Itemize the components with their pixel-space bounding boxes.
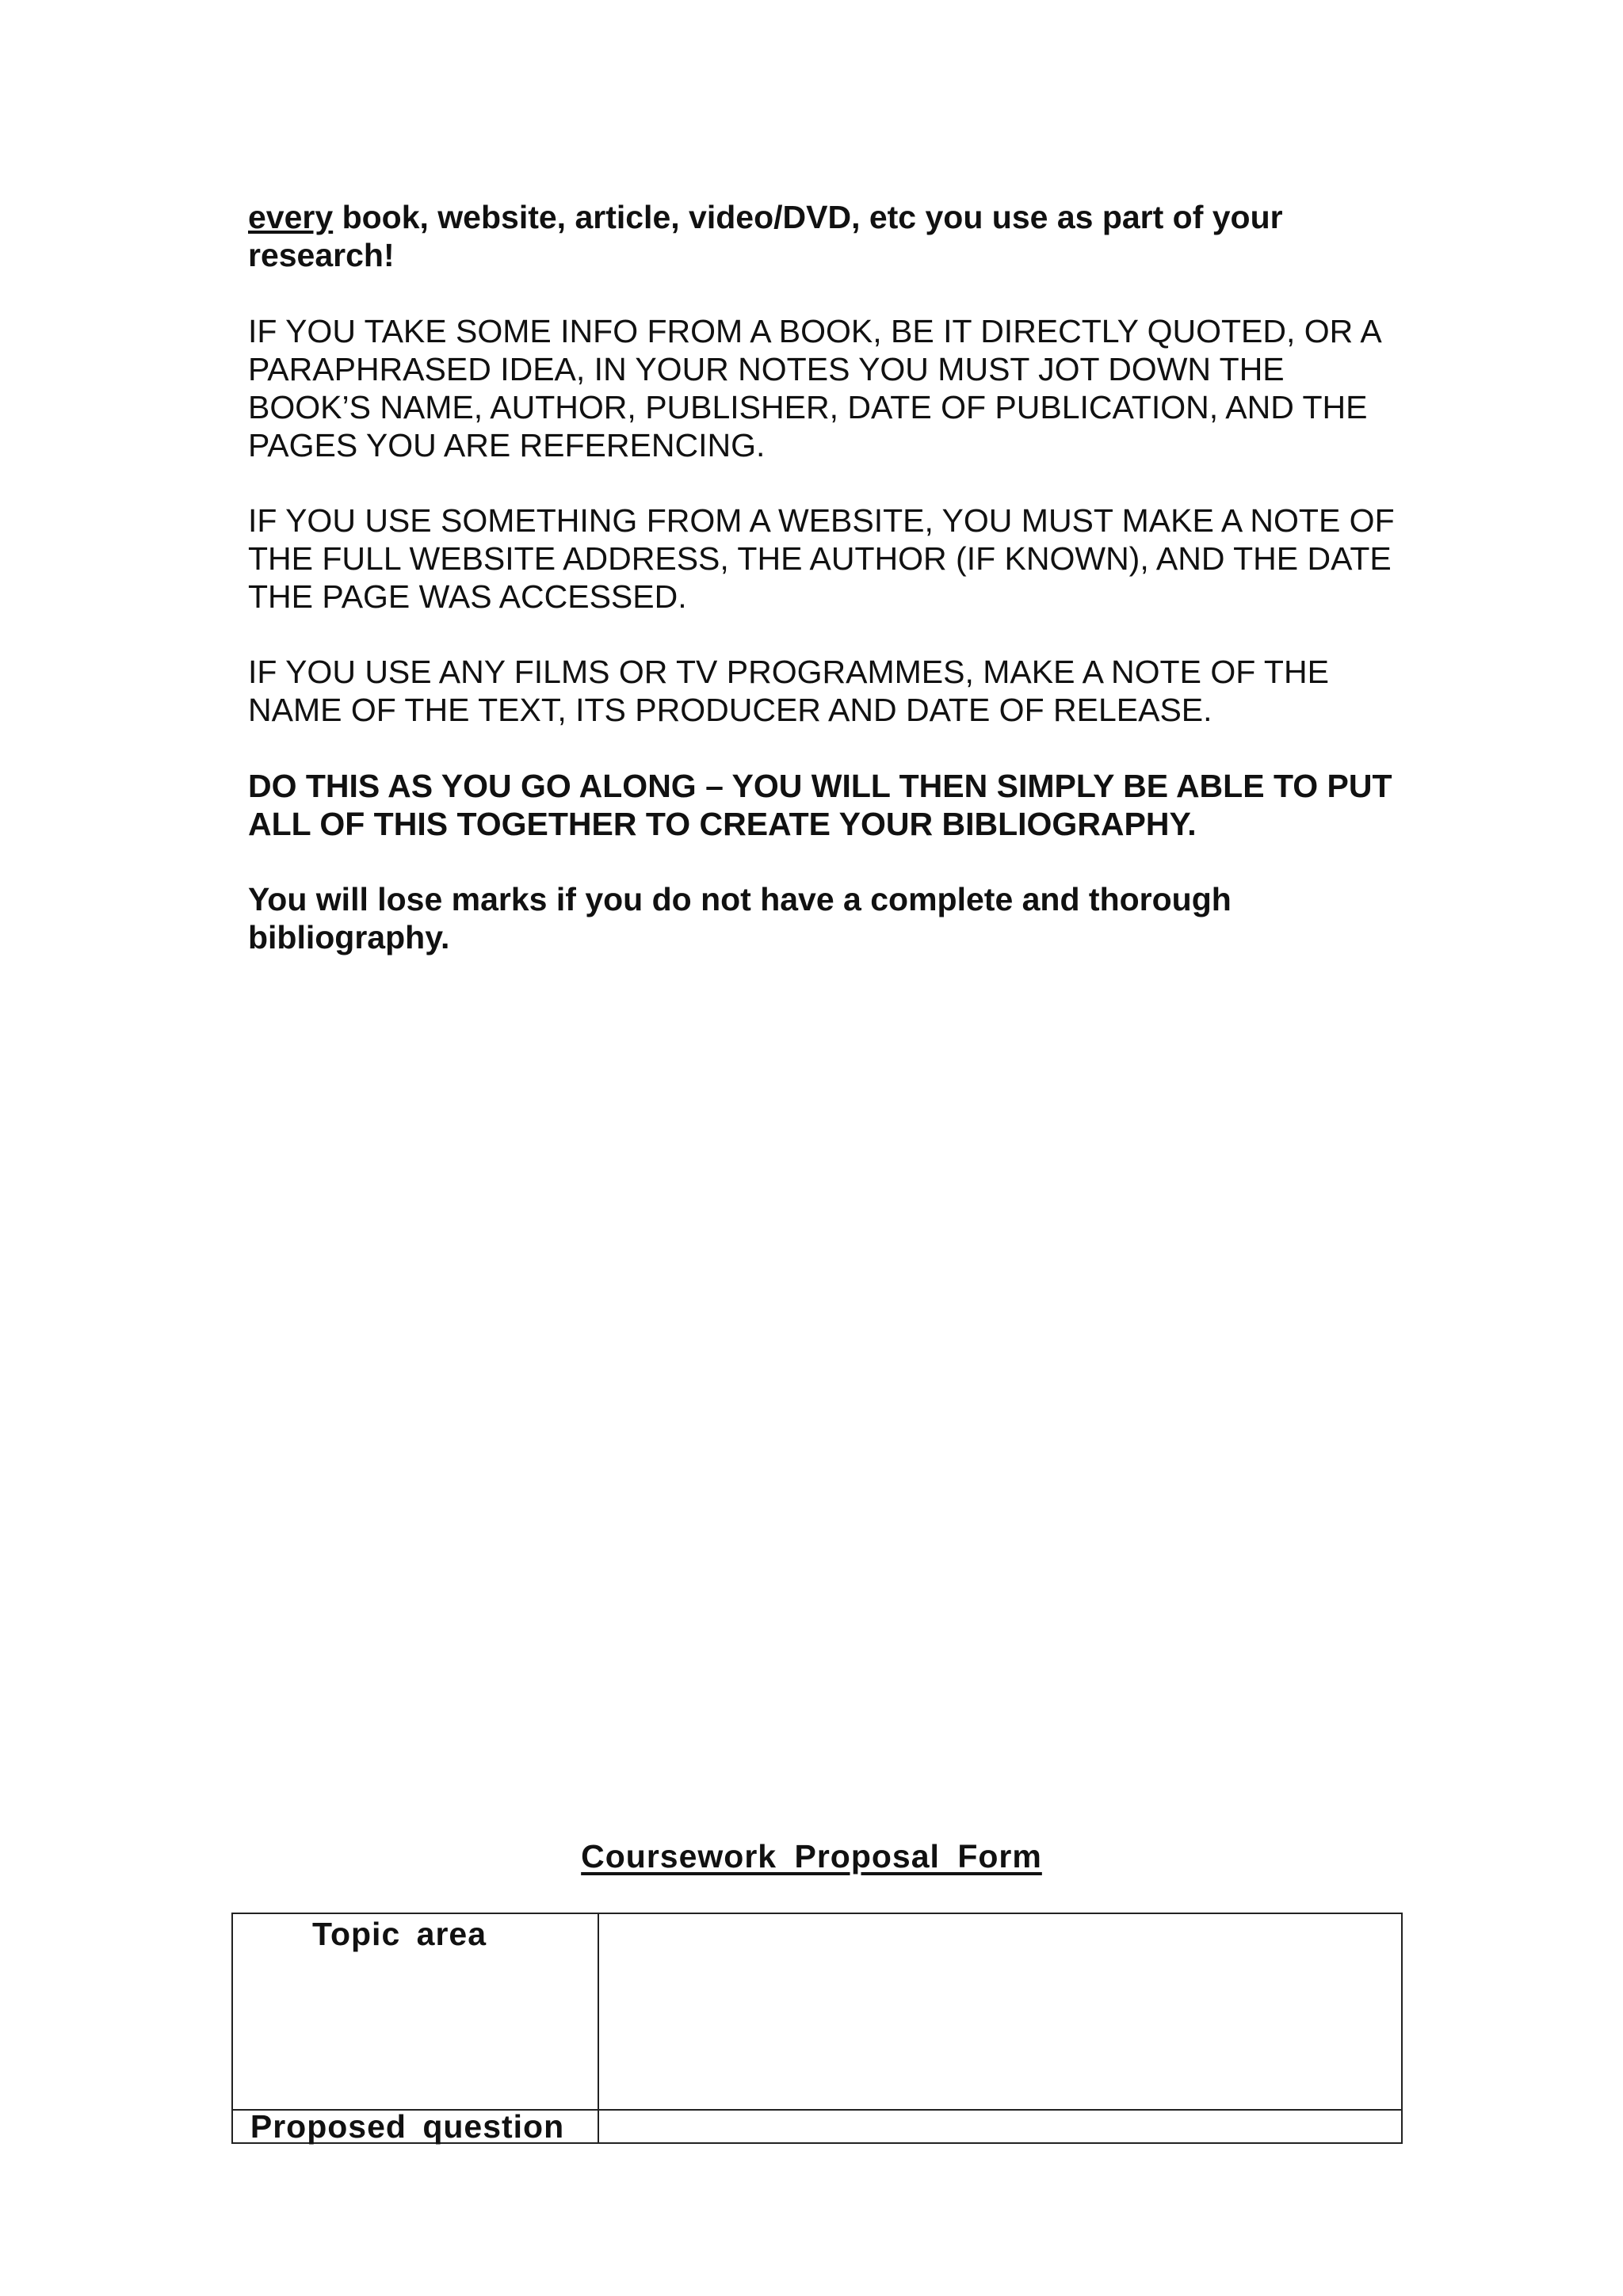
proposed-question-field[interactable] [598, 2110, 1402, 2143]
table-row-proposed-question [232, 2110, 1402, 2143]
proposal-form-table [231, 1913, 1403, 2144]
topic-area-field[interactable] [598, 1913, 1402, 2110]
topic-area-label: Topic area [311, 1916, 487, 1952]
lose-marks-paragraph: You will lose marks if you do not have a complete and thorough bibliography. [248, 881, 1232, 955]
do-this-paragraph: DO THIS AS YOU GO ALONG – YOU WILL THEN SIMPLY BE ABLE TO PUT ALL OF THIS TOGETHER TO CREATE YOUR BIBLIOGRAPHY. [248, 768, 1392, 842]
website-reference-paragraph: IF YOU USE SOMETHING FROM A WEBSITE, YOU MUST MAKE A NOTE OF THE FULL WEBSITE ADDRESS, THE AUTHOR (IF KNOWN), AND THE DATE THE PAGE WAS ACCESSED. [248, 502, 1395, 615]
proposed-question-label-cell [232, 2110, 598, 2143]
table-row-topic-area [232, 1913, 1402, 2110]
form-title: Coursework Proposal Form [581, 1838, 1042, 1875]
intro-text: book, website, article, video/DVD, etc you use as part of your research! [248, 199, 1283, 273]
book-reference-paragraph: IF YOU TAKE SOME INFO FROM A BOOK, BE IT DIRECTLY QUOTED, OR A PARAPHRASED IDEA, IN YOUR NOTES YOU MUST JOT DOWN THE BOOK’S NAME, AUTHOR, PUBLISHER, DATE OF PUBLICATION, AND THE PAGES YOU ARE REFERENCING. [248, 313, 1381, 463]
intro-paragraph [248, 198, 1405, 274]
film-reference-paragraph: IF YOU USE ANY FILMS OR TV PROGRAMMES, MAKE A NOTE OF THE NAME OF THE TEXT, ITS PRODUCER AND DATE OF RELEASE. [248, 654, 1329, 728]
intro-underlined-word: every [248, 199, 334, 235]
proposed-question-label: Proposed question [250, 2108, 565, 2145]
topic-area-label-cell [232, 1913, 598, 2110]
